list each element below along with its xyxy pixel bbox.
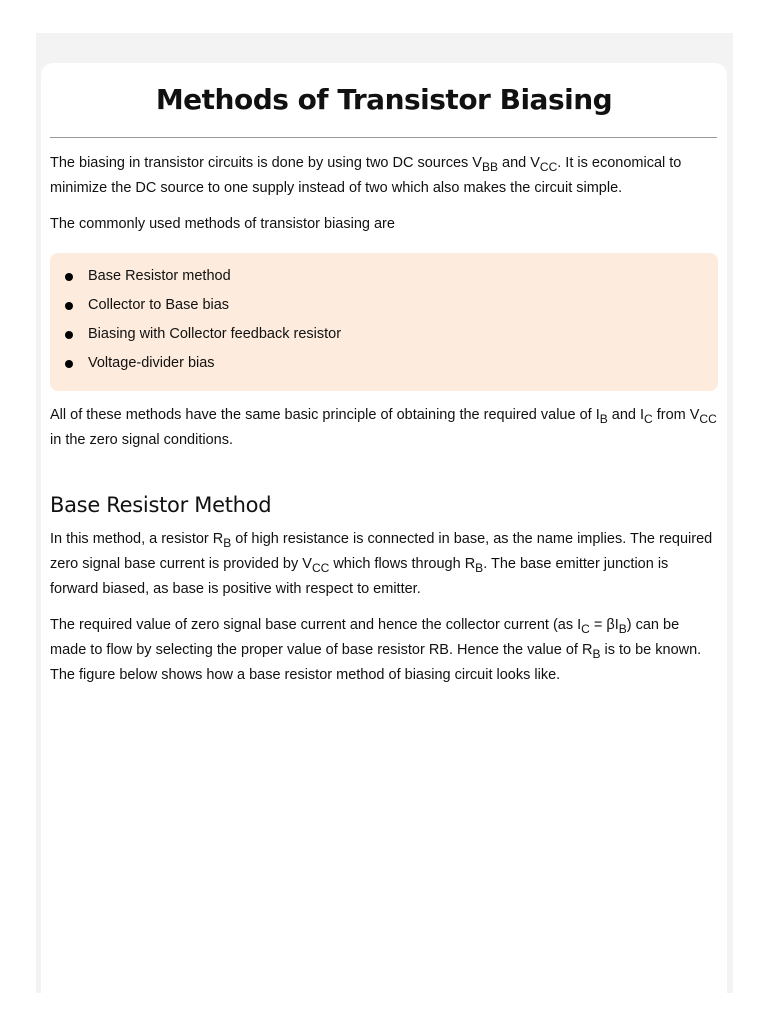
list-item: Base Resistor method — [50, 264, 718, 293]
methods-list — [50, 264, 718, 380]
title-divider — [50, 137, 717, 138]
section-heading: Base Resistor Method — [50, 493, 272, 517]
bullet-icon — [65, 360, 73, 368]
methods-lead-paragraph: The commonly used methods of transistor biasing are — [50, 216, 395, 232]
page-title: Methods of Transistor Biasing — [155, 83, 613, 116]
page-background — [36, 33, 733, 993]
bullet-icon — [65, 273, 73, 281]
list-item: Biasing with Collector feedback resistor — [50, 322, 718, 351]
list-item: Collector to Base bias — [50, 293, 718, 322]
principle-paragraph: All of these methods have the same basic principle of obtaining the required value of $I_B$ and $I_C$ from $V_{CC}$ in the zero signal conditions. — [50, 407, 717, 448]
section-paragraph-2: The required value of zero signal base current and hence the collector current (as $I_C = \beta I_B$) can be made to flow by selecting the proper value of base resistor RB. Hence the value of $R_B$ is to be known. The figure below shows how a base resistor method of biasing circuit looks like. — [50, 617, 702, 683]
article-content — [50, 151, 718, 699]
section-paragraph-1: In this method, a resistor $R_B$ of high resistance is connected in base, as the name implies. The required zero signal base current is provided by $V_{CC}$ which flows through $R_B$. The base emitter junction is forward biased, as base is positive with respect to emitter. — [50, 531, 713, 597]
bullet-icon — [65, 302, 73, 310]
bullet-icon — [65, 331, 73, 339]
article-card — [41, 63, 727, 1003]
list-item: Voltage-divider bias — [50, 351, 718, 380]
intro-paragraph: The biasing in transistor circuits is done by using two DC sources $V_{BB}$ and $V_{CC}$. It is economical to minimize the DC source to one supply instead of two which also makes the circuit simple. — [50, 155, 682, 196]
methods-list-box — [50, 253, 718, 391]
